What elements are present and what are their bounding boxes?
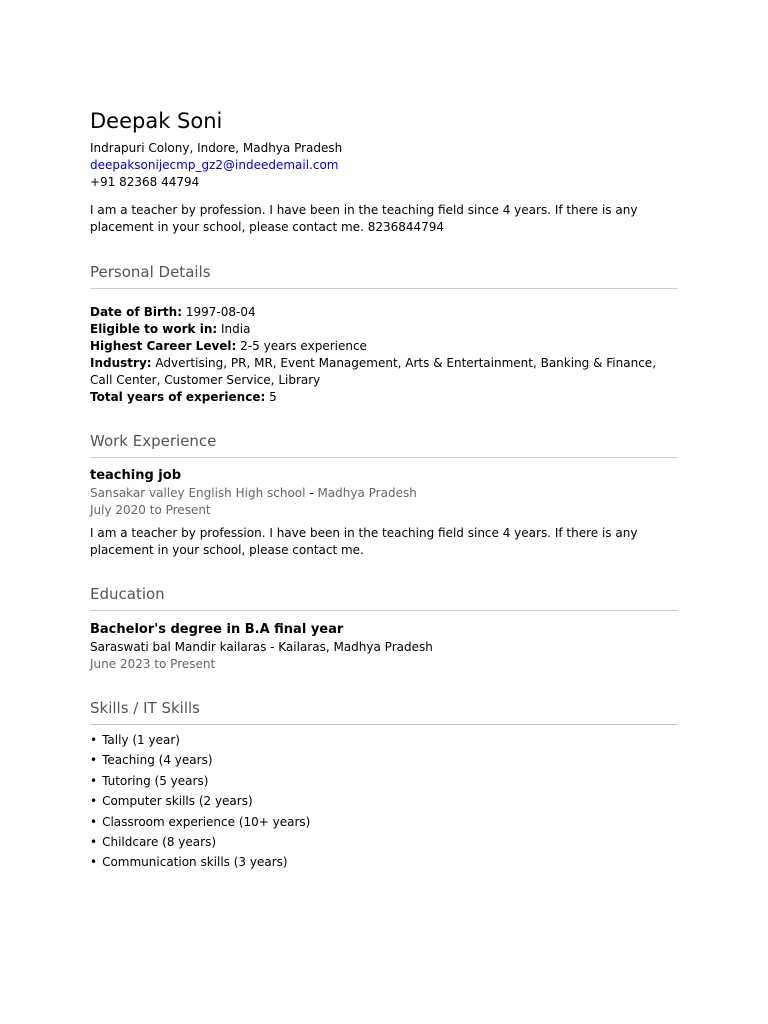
job-company-line [90,485,417,502]
personal-details-list [90,304,678,406]
degree-title: Bachelor's degree in B.A final year [90,622,344,637]
skill-item: • Teaching (4 years) [90,752,310,772]
detail-value: India [221,322,251,336]
skills-list [90,732,310,875]
detail-row-eligible [90,321,678,338]
detail-label: Total years of experience: [90,390,266,404]
detail-row-career-level [90,338,678,355]
section-title-work-experience: Work Experience [90,431,678,458]
job-location: Madhya Pradesh [317,486,417,500]
contact-block [90,140,342,191]
detail-row-dob [90,304,678,321]
candidate-name: Deepak Soni [90,109,223,133]
email-link[interactable]: deepaksonijecmp_gz2@indeedemail.com [90,158,339,172]
section-title-personal-details: Personal Details [90,262,678,289]
school-name: Saraswati bal Mandir kailaras - Kailaras, Madhya Pradesh [90,640,433,654]
detail-value: 2-5 years experience [240,339,367,353]
job-dates: July 2020 to Present [90,503,211,517]
job-title: teaching job [90,468,181,483]
phone: +91 82368 44794 [90,175,200,189]
detail-label: Highest Career Level: [90,339,237,353]
job-description: I am a teacher by profession. I have been in the teaching field since 4 years. If there is any placement in your school, please contact me. [90,526,638,557]
skill-item: • Communication skills (3 years) [90,854,310,874]
skill-item: • Computer skills (2 years) [90,793,310,813]
skill-item: • Tutoring (5 years) [90,773,310,793]
detail-value: 1997-08-04 [185,305,256,319]
education-dates: June 2023 to Present [90,657,216,671]
skill-item: • Classroom experience (10+ years) [90,814,310,834]
job-company: Sansakar valley English High school [90,486,306,500]
detail-label: Eligible to work in: [90,322,218,336]
skill-item: • Childcare (8 years) [90,834,310,854]
address: Indrapuri Colony, Indore, Madhya Pradesh [90,141,343,155]
detail-row-industry [90,355,678,389]
detail-value: 5 [269,390,277,404]
detail-label: Industry: [90,356,152,370]
summary-text: I am a teacher by profession. I have been in the teaching field since 4 years. If there is any placement in your school, please contact me. 8236844794 [90,203,638,234]
detail-label: Date of Birth: [90,305,183,319]
section-title-skills: Skills / IT Skills [90,698,678,725]
section-title-education: Education [90,584,678,611]
detail-value: Advertising, PR, MR, Event Management, Arts & Entertainment, Banking & Finance, Call Center, Customer Service, Library [90,356,657,387]
skill-item: • Tally (1 year) [90,732,310,752]
detail-row-total-experience [90,389,678,406]
job-separator: - [305,486,318,500]
